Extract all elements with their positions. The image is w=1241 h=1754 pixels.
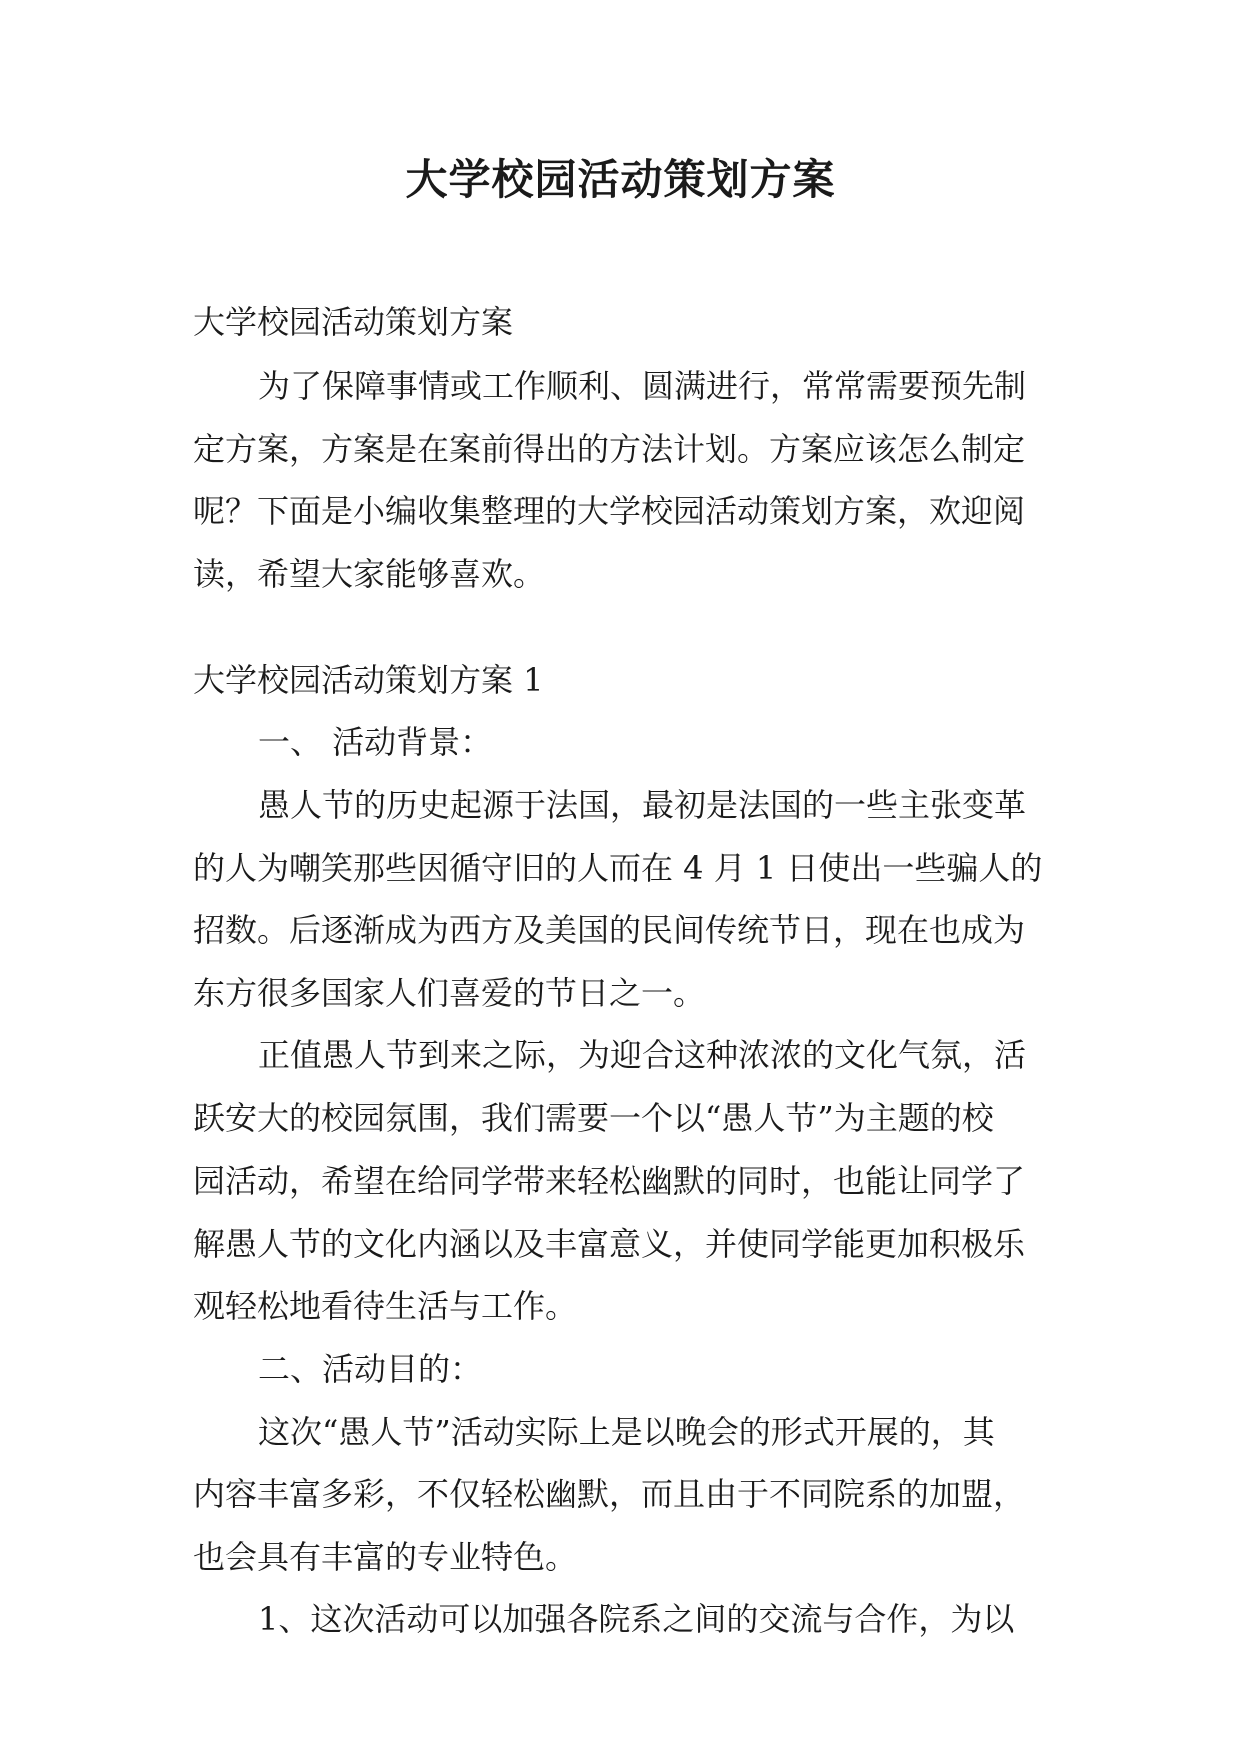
background-line-9: 观轻松地看待生活与工作。	[193, 1287, 578, 1325]
background-line-4: 东方很多国家人们喜爱的节日之一。	[193, 974, 706, 1012]
heading-background: 一、 活动背景：	[258, 723, 493, 761]
purpose-item-1: 1、这次活动可以加强各院系之间的交流与合作，为以	[258, 1600, 1015, 1638]
background-line-5: 正值愚人节到来之际，为迎合这种浓浓的文化气氛，活	[258, 1036, 1027, 1074]
document-title: 大学校园活动策划方案	[405, 155, 836, 204]
purpose-line-2: 内容丰富多彩，不仅轻松幽默，而且由于不同院系的加盟，	[193, 1475, 1026, 1513]
intro-line-1: 为了保障事情或工作顺利、圆满进行，常常需要预先制	[258, 367, 1027, 405]
purpose-line-1: 这次“愚人节”活动实际上是以晚会的形式开展的，其	[258, 1413, 995, 1451]
purpose-line-3: 也会具有丰富的专业特色。	[193, 1538, 578, 1576]
section-heading-1: 大学校园活动策划方案 1	[193, 661, 544, 699]
heading-purpose: 二、活动目的：	[258, 1350, 483, 1388]
subtitle-line: 大学校园活动策划方案	[193, 303, 514, 341]
background-line-3: 招数。后逐渐成为西方及美国的民间传统节日，现在也成为	[193, 911, 1026, 949]
background-line-6: 跃安大的校园氛围，我们需要一个以“愚人节”为主题的校	[193, 1099, 994, 1137]
intro-line-2: 定方案，方案是在案前得出的方法计划。方案应该怎么制定	[193, 430, 1026, 468]
background-line-2: 的人为嘲笑那些因循守旧的人而在 4 月 1 日使出一些骗人的	[193, 849, 1043, 887]
background-line-1: 愚人节的历史起源于法国，最初是法国的一些主张变革	[258, 786, 1027, 824]
intro-line-3: 呢？下面是小编收集整理的大学校园活动策划方案，欢迎阅	[193, 492, 1026, 530]
background-line-7: 园活动，希望在给同学带来轻松幽默的同时，也能让同学了	[193, 1162, 1026, 1200]
intro-line-4: 读，希望大家能够喜欢。	[193, 555, 546, 593]
background-line-8: 解愚人节的文化内涵以及丰富意义，并使同学能更加积极乐	[193, 1225, 1026, 1263]
